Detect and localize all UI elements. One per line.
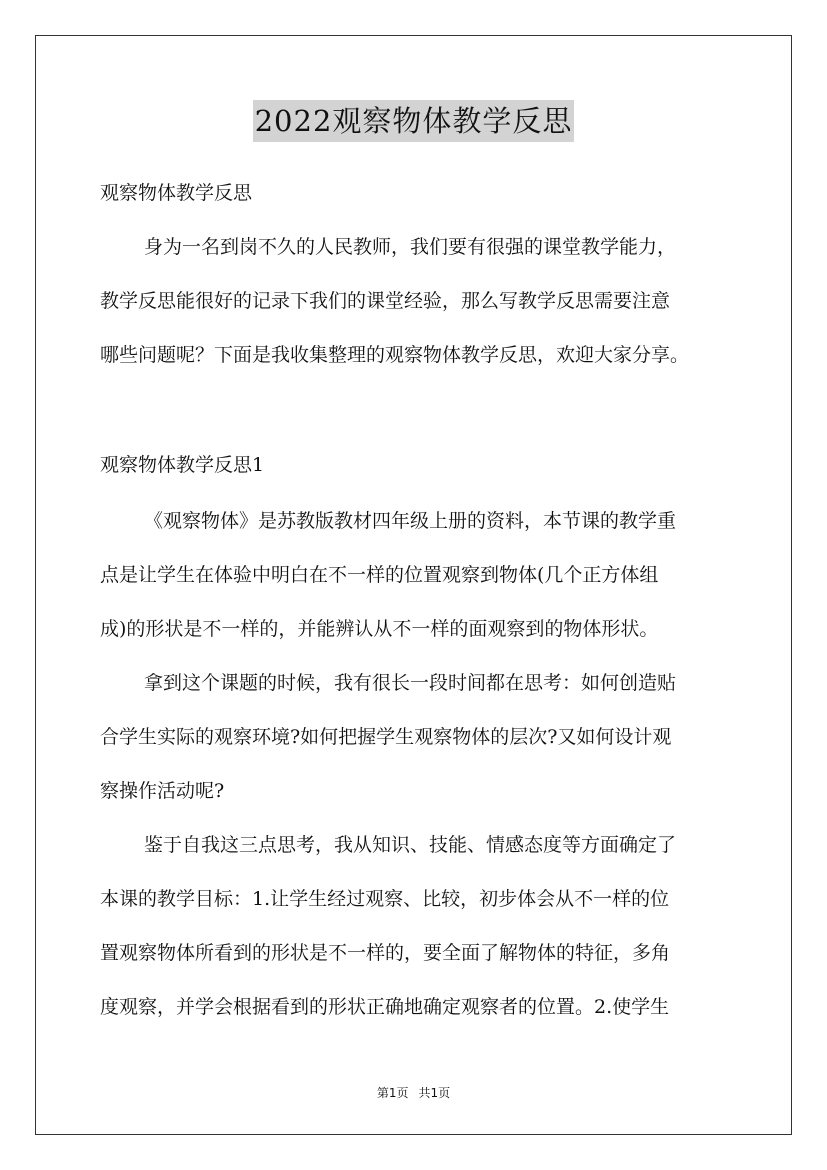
paragraph-line: 点是让学生在体验中明白在不一样的位置观察到物体(几个正方体组: [100, 564, 659, 586]
paragraph-line: 本课的教学目标：1.让学生经过观察、比较，初步体会从不一样的位: [100, 888, 670, 910]
paragraph-line: 《观察物体》是苏教版教材四年级上册的资料，本节课的教学重: [144, 510, 677, 532]
intro-line-3: 哪些问题呢？下面是我收集整理的观察物体教学反思，欢迎大家分享。: [100, 344, 690, 366]
subtitle: 观察物体教学反思: [100, 182, 253, 204]
intro-line-1: 身为一名到岗不久的人民教师，我们要有很强的课堂教学能力，: [144, 236, 677, 258]
title-wrap: [0, 100, 827, 142]
page-total: 共1页: [418, 1086, 451, 1100]
paragraph-line: 度观察，并学会根据看到的形状正确地确定观察者的位置。2.使学生: [100, 996, 670, 1018]
page-footer: [0, 1085, 827, 1101]
paragraph-line: 鉴于自我这三点思考，我从知识、技能、情感态度等方面确定了: [144, 834, 677, 856]
paragraph-line: 察操作活动呢?: [100, 780, 225, 802]
document-title: 2022观察物体教学反思: [253, 100, 575, 142]
intro-line-2: 教学反思能很好的记录下我们的课堂经验，那么写教学反思需要注意: [100, 290, 671, 312]
paragraph-line: 置观察物体所看到的形状是不一样的，要全面了解物体的特征，多角: [100, 942, 671, 964]
page-number: 第1页: [376, 1086, 409, 1100]
paragraph-line: 合学生实际的观察环境?如何把握学生观察物体的层次?又如何设计观: [100, 726, 672, 748]
section1-heading: 观察物体教学反思1: [100, 454, 265, 476]
paragraph-line: 拿到这个课题的时候，我有很长一段时间都在思考：如何创造贴: [144, 672, 677, 694]
paragraph-line: 成)的形状是不一样的，并能辨认从不一样的面观察到的物体形状。: [100, 618, 659, 640]
